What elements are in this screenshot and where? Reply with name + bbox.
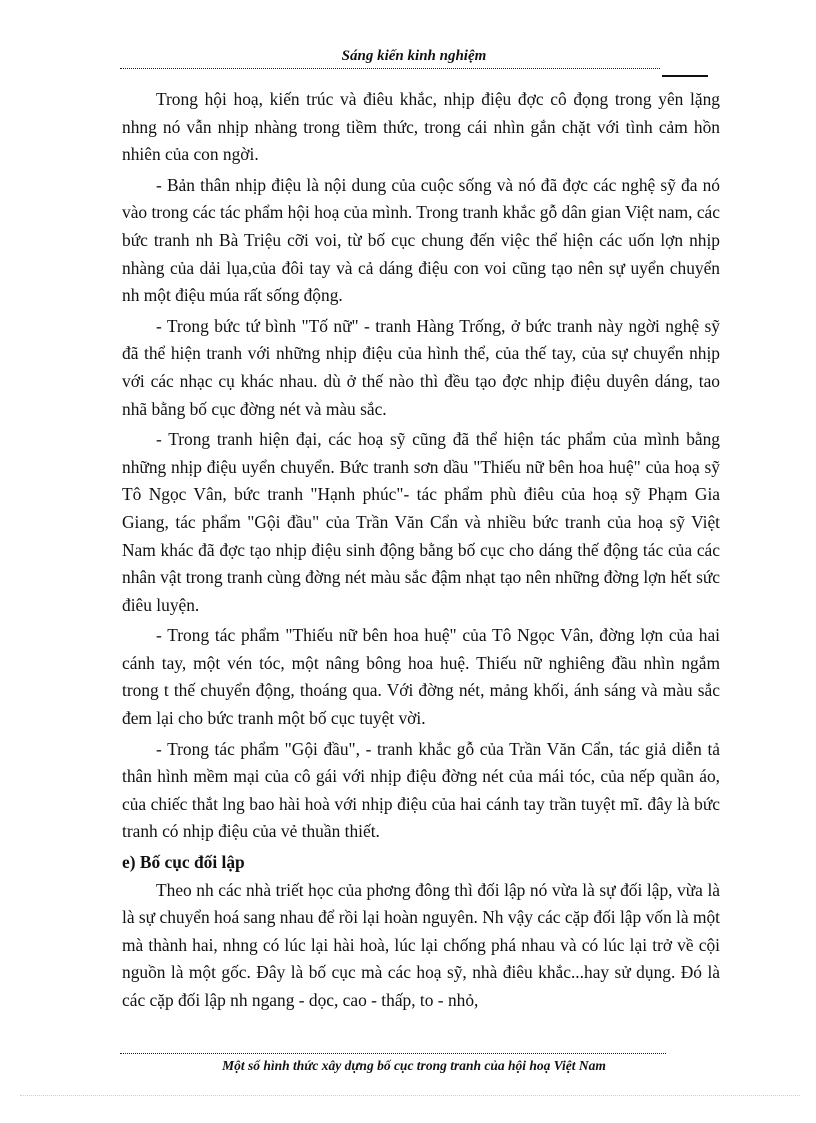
page-header: Sáng kiến kinh nghiệm xyxy=(341,48,487,64)
paragraph: - Trong bức tứ bình "Tố nữ" - tranh Hàng Trống, ở bức tranh này ngời nghệ sỹ đã thể hiện tranh với những nhịp điệu của hình thể, của thế tay, của sự chuyển nhịp với các nhạc cụ khác nhau. dù ở thế nào thì đều tạo đợc nhịp điệu duyên dáng, tao nhã bằng bố cục đờng nét và màu sắc. xyxy=(122,315,720,419)
document-body xyxy=(122,86,720,1018)
header-solid-rule xyxy=(662,75,708,77)
paragraph: - Trong tranh hiện đại, các hoạ sỹ cũng đã thể hiện tác phẩm của mình bằng những nhịp điệu uyển chuyển. Bức tranh sơn dầu "Thiếu nữ bên hoa huệ" của hoạ sỹ Tô Ngọc Vân, bức tranh "Hạnh phúc"- tác phẩm phù điêu của hoạ sỹ Phạm Gia Giang, tác phẩm "Gội đầu" của Trần Văn Cẩn và nhiều bức tranh của hoạ sỹ Việt Nam khác đã đợc tạo nhịp điệu sinh động bằng bố cục cho dáng thế động tác của các nhân vật trong tranh cùng đờng nét màu sắc đậm nhạt tạo nên những đờng lợn hết sức điêu luyện. xyxy=(122,429,720,615)
footer-dotted-rule xyxy=(120,1053,666,1054)
section-heading: e) Bố cục đối lập xyxy=(122,852,245,873)
paragraph: - Bản thân nhịp điệu là nội dung của cuộc sống và nó đã đợc các nghệ sỹ đa nó vào trong các tác phẩm hội hoạ của mình. Trong tranh khắc gỗ dân gian Việt nam, các bức tranh nh Bà Triệu cỡi voi, từ bố cục chung đến việc thể hiện các uốn lợn nhịp nhàng của dải lụa,của đôi tay và cả dáng điệu con voi cũng tạo nên sự uyển chuyển nh một điệu múa rất sống động. xyxy=(122,174,720,306)
paragraph: Theo nh các nhà triết học của phơng đông thì đối lập nó vừa là sự đối lập, vừa là là sự chuyển hoá sang nhau để rồi lại hoàn nguyên. Nh vậy các cặp đối lập vốn là một mà thành hai, nhng có lúc lại hài hoà, lúc lại chống phá nhau và có lúc lại trở về cội nguồn là một gốc. Đây là bố cục mà các hoạ sỹ, nhà điêu khắc...hay sử dụng. Đó là các cặp đối lập nh ngang - dọc, cao - thấp, to - nhỏ, xyxy=(122,879,720,1010)
paragraph: - Trong tác phẩm "Gội đầu", - tranh khắc gỗ của Trần Văn Cẩn, tác giả diễn tả thân hình mềm mại của cô gái với nhịp điệu đờng nét của mái tóc, của nếp quần áo, của chiếc thắt lng bao hài hoà với nhịp điệu của hai cánh tay trần tuyệt mĩ. đây là bức tranh có nhịp điệu của vẻ thuần thiết. xyxy=(122,738,720,842)
paragraph: Trong hội hoạ, kiến trúc và điêu khắc, nhịp điệu đợc cô đọng trong yên lặng nhng nó vẫn nhịp nhàng trong tiềm thức, trong cái nhìn gắn chặt với tình cảm hồn nhiên của con ngời. xyxy=(122,89,720,165)
page-footer: Một số hình thức xây dựng bố cục trong tranh của hội hoạ Việt Nam xyxy=(222,1058,606,1073)
header-dotted-rule xyxy=(120,68,660,69)
paragraph: - Trong tác phẩm "Thiếu nữ bên hoa huệ" của Tô Ngọc Vân, đờng lợn của hai cánh tay, một vén tóc, một nâng bông hoa huệ. Thiếu nữ nghiêng đầu nhìn ngắm trong t thế chuyển động, thoáng qua. Với đờng nét, mảng khối, ánh sáng và màu sắc đem lại cho bức tranh một bố cục tuyệt vời. xyxy=(122,625,720,729)
page-bottom-border xyxy=(20,1095,800,1096)
